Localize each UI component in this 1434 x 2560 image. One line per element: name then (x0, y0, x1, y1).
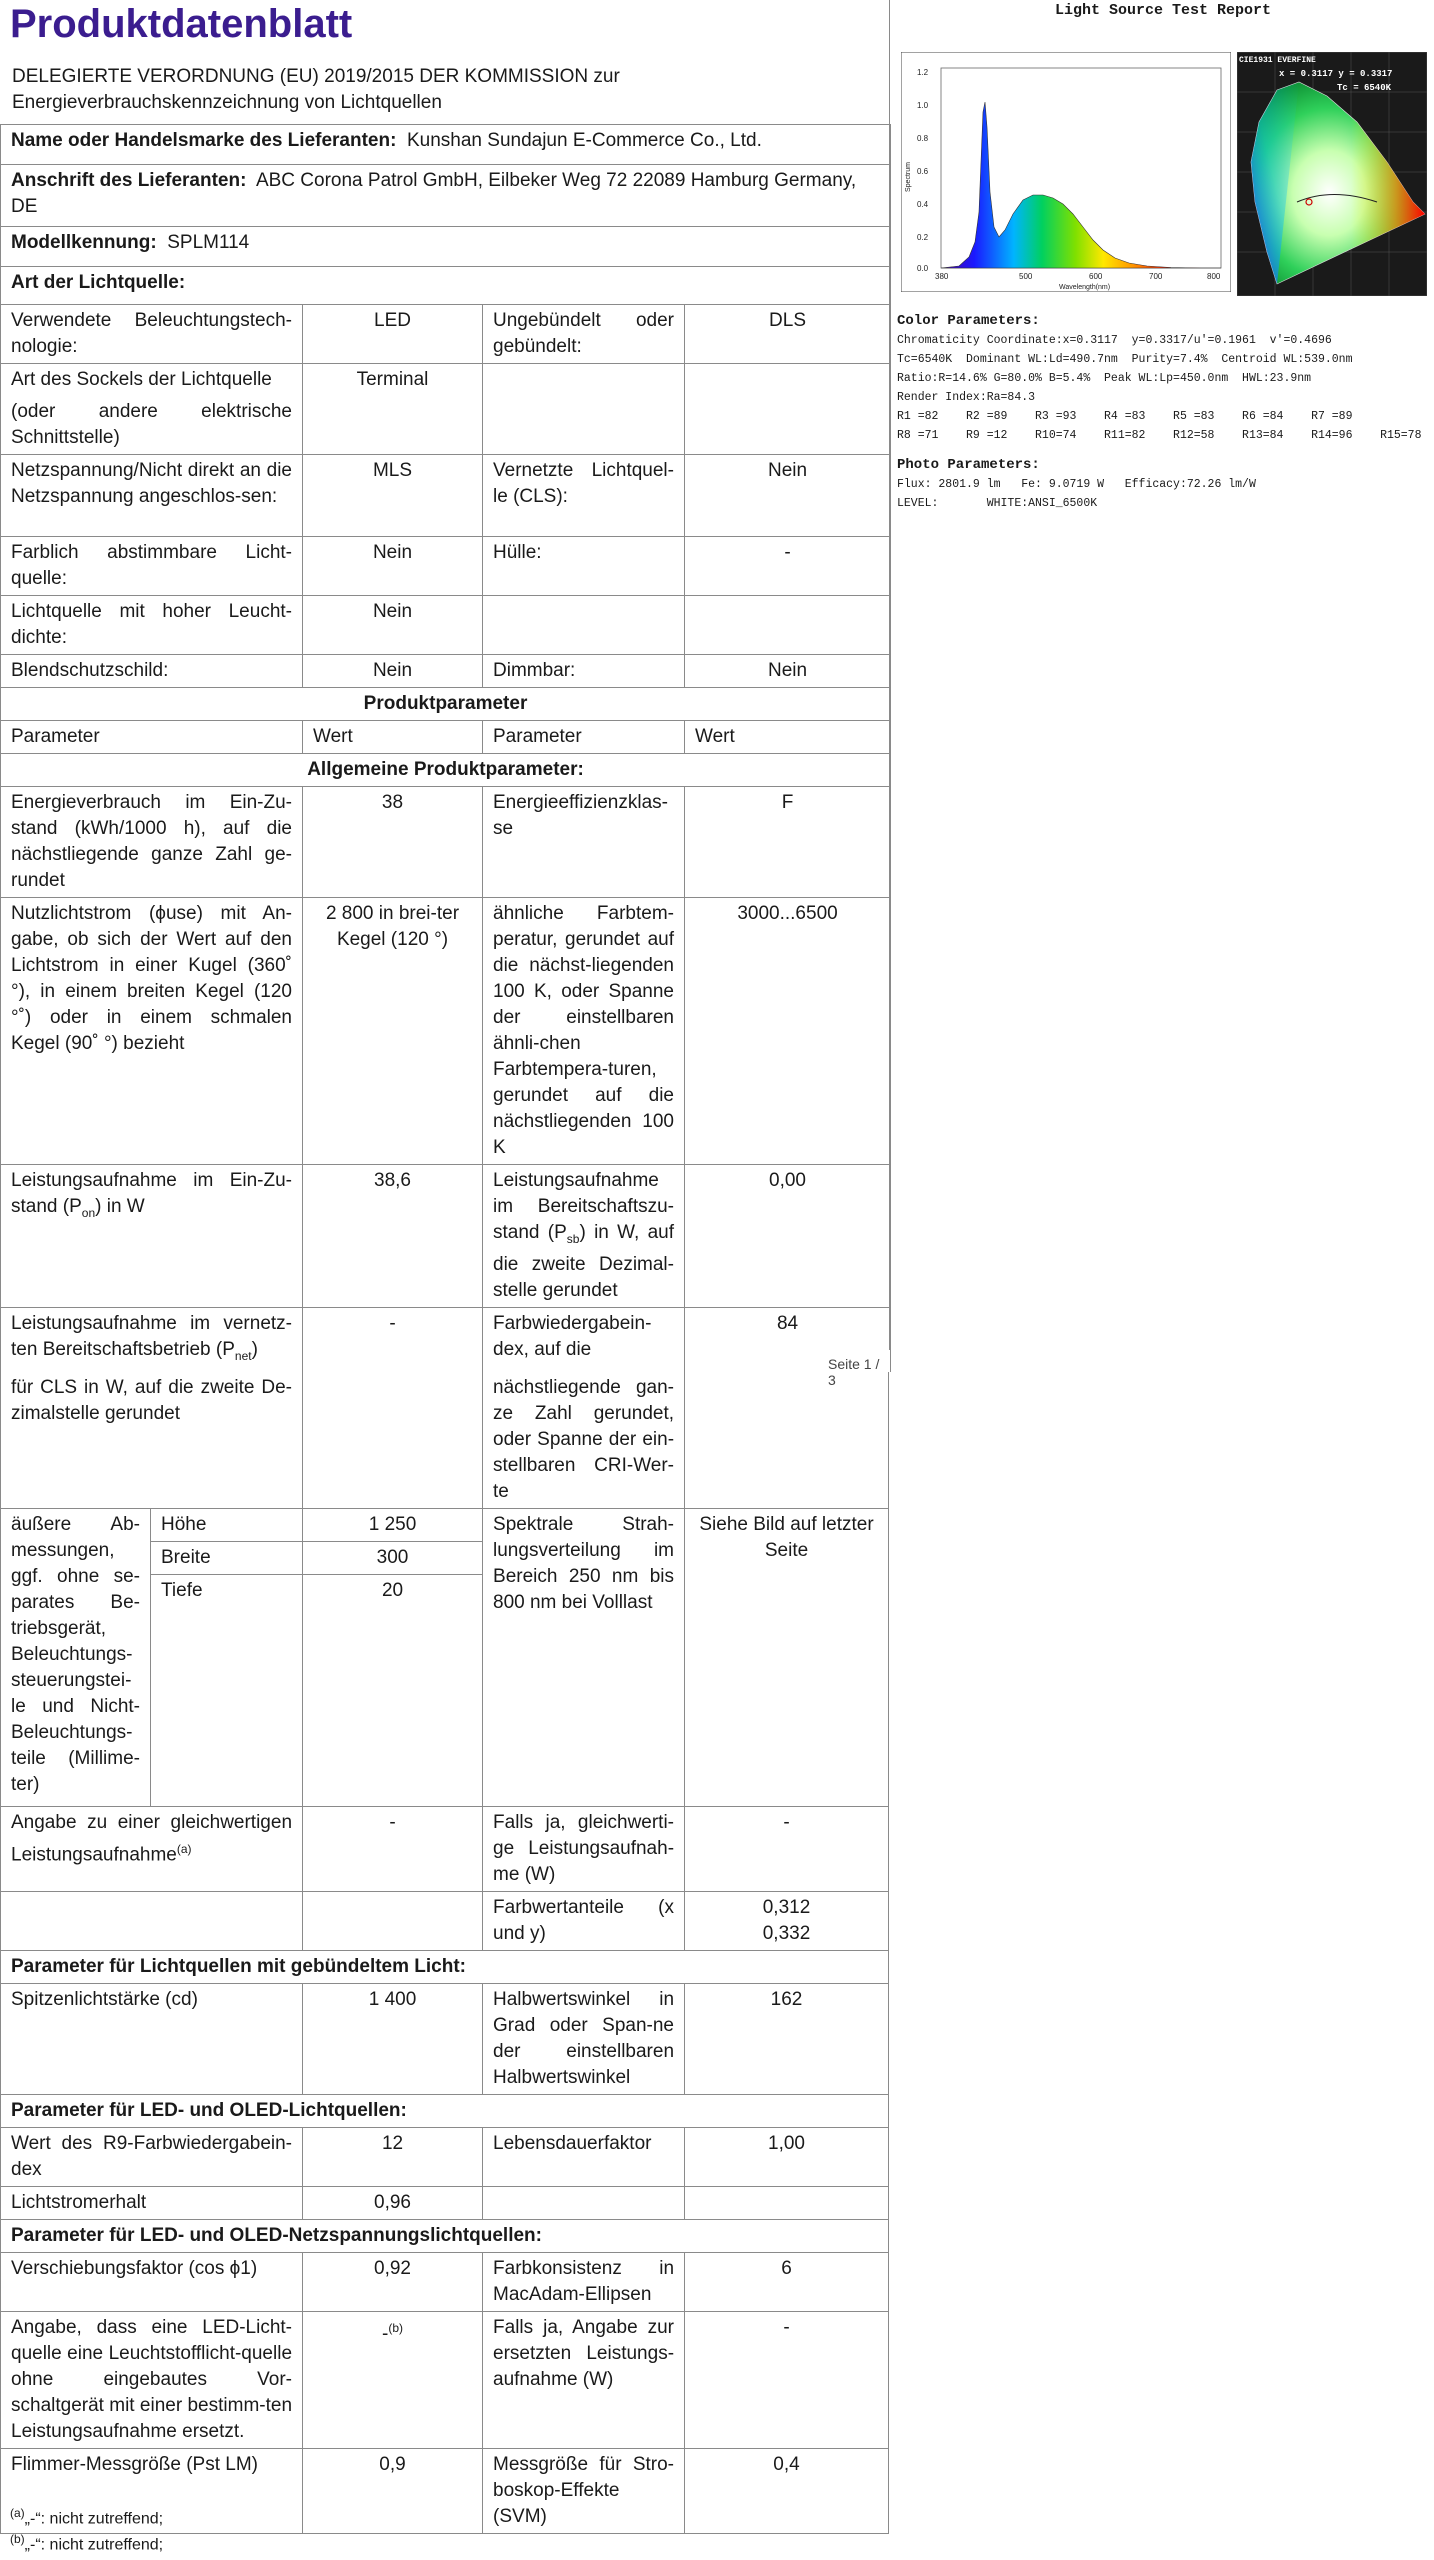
spectrum-ytick: 1.0 (917, 101, 929, 110)
color-line: Ratio:R=14.6% G=80.0% B=5.4% Peak WL:Lp=450.0nm HWL:23.9nm (897, 372, 1312, 385)
survival-label: Lebensdauerfaktor (483, 2128, 685, 2187)
supplier-address-value: ABC Corona Patrol GmbH, Eilbeker Weg 72 22089 Hamburg Germany, DE (11, 170, 857, 217)
bundled-value: DLS (685, 305, 891, 364)
table-row (1, 688, 891, 721)
test-report (895, 0, 1434, 540)
width-value: 300 (303, 1542, 483, 1575)
model-value: SPLM114 (167, 232, 250, 253)
table-row (1, 165, 891, 227)
color-tunable-label: Farblich abstimmbare Licht-quelle: (1, 537, 303, 596)
height-label: Höhe (151, 1509, 303, 1542)
peak-label: Spitzenlichtstärke (cd) (1, 1984, 303, 2095)
spectrum-chart (901, 52, 1231, 292)
cri-value: 84 (685, 1307, 891, 1371)
psb-value: 0,00 (685, 1165, 891, 1308)
r9-label: Wert des R9-Farbwiedergabein-dex (1, 2128, 303, 2187)
report-title: Light Source Test Report (1055, 2, 1272, 19)
cie-xy: x = 0.3117 y = 0.3317 (1279, 69, 1393, 79)
directional-title: Parameter für Lichtquellen mit gebündeltem Licht: (1, 1951, 889, 1984)
replace-value: -$^{(b)}$ (303, 2312, 483, 2449)
lightsource-type-label: Art der Lichtquelle: (1, 267, 891, 305)
table-row (1, 655, 891, 688)
maint-value: 0,96 (303, 2187, 483, 2220)
table-row (1, 305, 891, 364)
spectrum-ytick: 0.2 (917, 233, 929, 242)
table-row (1, 596, 891, 655)
col-header-param-2: Parameter (483, 721, 685, 754)
color-line: Render Index:Ra=84.3 (897, 391, 1036, 404)
high-luminance-label: Lichtquelle mit hoher Leucht-dichte: (1, 596, 303, 655)
table-row (1, 267, 891, 305)
peak-value: 1 400 (303, 1984, 483, 2095)
survival-value: 1,00 (685, 2128, 889, 2187)
cri-label: Farbwiedergabein-dex, auf die (483, 1307, 685, 1371)
mains-value: MLS (303, 455, 483, 537)
pnet-label: Leistungsaufnahme im vernetz-ten Bereitschaftsbetrieb $(P_{net})$ (1, 1307, 303, 1371)
spectrum-ylabel: Spectrum (905, 162, 912, 192)
color-params-block (897, 312, 1422, 445)
color-line: Chromaticity Coordinate:x=0.3117 y=0.3317/u'=0.1961 v'=0.4696 (897, 334, 1332, 347)
depth-value: 20 (303, 1575, 483, 1807)
spectrum-ytick: 1.2 (917, 68, 929, 77)
color-tunable-value: Nein (303, 537, 483, 596)
table-row (1, 1892, 889, 1951)
flicker-label: Flimmer-Messgröße (Pst LM) (1, 2449, 303, 2534)
replace2-label: Falls ja, Angabe zur ersetzten Leistungs-aufnahme (W) (483, 2312, 685, 2449)
color-params-title: Color Parameters: (897, 313, 1040, 329)
depth-label: Tiefe (151, 1575, 303, 1807)
table-row (1, 1984, 889, 2095)
table-row (1, 227, 891, 267)
photo-params-block (897, 456, 1256, 513)
cct-label: ähnliche Farbtem-peratur, gerundet auf die nächst-liegenden 100 K, oder Spanne der einstellbaren ähnli-chen Farbtempera-turen, gerundet auf die nächstliegenden 100 K (483, 898, 685, 1165)
socket-label-2: (oder andere elektrische Schnittstelle) (11, 401, 292, 448)
chroma-y: 0,332 (762, 1923, 811, 1944)
col-header-value: Wert (303, 721, 483, 754)
tech-value: LED (303, 305, 483, 364)
product-params-title: Produktparameter (1, 688, 891, 721)
equiv2-label: Falls ja, gleichwerti-ge Leistungsaufnah-me (W) (483, 1807, 685, 1892)
cie-chart (1237, 52, 1427, 296)
spectrum-xtick: 380 (935, 272, 949, 281)
energy-value: 38 (303, 787, 483, 898)
footnote-b: $^{(b)}$„-“: nicht zutreffend; (10, 2532, 164, 2554)
table-row (1, 787, 891, 898)
supplier-address-label: Anschrift des Lieferanten: (11, 170, 247, 191)
svm-label: Messgröße für Stro-boskop-Effekte (SVM) (483, 2449, 685, 2534)
footnote-a: $^{(a)}$„-“: nicht zutreffend; (10, 2506, 164, 2528)
photo-line: Flux: 2801.9 lm Fe: 9.0719 W Efficacy:72.26 lm/W (897, 478, 1256, 491)
cct-value: 3000...6500 (685, 898, 891, 1165)
flicker-value: 0,9 (303, 2449, 483, 2534)
chroma-label: Farbwertanteile (x und y) (483, 1892, 685, 1951)
dimmable-value: Nein (685, 655, 891, 688)
pon-value: 38,6 (303, 1165, 483, 1308)
dims-label: äußere Ab-messungen, ggf. ohne se-parates Be-triebsgerät, Beleuchtungs-steuerungstei-le und Nicht-Beleuchtungs-teile (Millime-ter) (1, 1509, 151, 1807)
spectrum-ytick: 0.8 (917, 134, 929, 143)
replace-label: Angabe, dass eine LED-Licht-quelle eine Leuchtstofflicht-quelle ohne eingebautes Vor-schaltgerät mit einer bestimm-ten Leistungsaufnahme ersetzt. (1, 2312, 303, 2449)
spd-label: Spektrale Strah-lungsverteilung im Bereich 250 nm bis 800 nm bei Volllast (483, 1509, 685, 1807)
width-label: Breite (151, 1542, 303, 1575)
cie-tc: Tc = 6540K (1337, 83, 1392, 93)
equiv2-value: - (685, 1807, 889, 1892)
table-row (1, 1372, 889, 1509)
height-value: 1 250 (303, 1509, 483, 1542)
led-title: Parameter für LED- und OLED-Lichtquellen: (1, 2095, 889, 2128)
dimmable-label: Dimmbar: (483, 655, 685, 688)
bundled-label: Ungebündelt oder gebündelt: (483, 305, 685, 364)
tech-label: Verwendete Beleuchtungstech-nologie: (1, 305, 303, 364)
spectrum-xtick: 500 (1019, 272, 1033, 281)
table-row (1, 898, 891, 1165)
high-luminance-value: Nein (303, 596, 483, 655)
spectrum-xlabel: Wavelength(nm) (1059, 284, 1111, 291)
table-row (1, 364, 891, 455)
table-row (1, 754, 891, 787)
spectrum-ytick: 0.6 (917, 167, 929, 176)
table-row (1, 2220, 889, 2253)
photo-params-title: Photo Parameters: (897, 457, 1040, 473)
table-row (1, 1307, 891, 1371)
color-line: R1 =82 R2 =89 R3 =93 R4 =83 R5 =83 R6 =84 R7 =89 (897, 410, 1353, 423)
flux-label: Nutzlichtstrom (ϕuse) mit An-gabe, ob sich der Wert auf den Lichtstrom in einer Kugel (360˚ °), in einem breiten Kegel (120 °˚) oder in einem schmalen Kegel (90˚ °) bezieht (1, 898, 303, 1165)
pf-label: Verschiebungsfaktor (cos ϕ1) (1, 2253, 303, 2312)
table-row (1, 537, 891, 596)
general-params-title: Allgemeine Produktparameter: (1, 754, 891, 787)
equiv-value: - (303, 1807, 483, 1892)
table-row (1, 2128, 889, 2187)
flux-value: 2 800 in brei-ter Kegel (120 °) (303, 898, 483, 1165)
r9-value: 12 (303, 2128, 483, 2187)
envelope-value: - (685, 537, 891, 596)
datasheet-table-part1 (0, 124, 891, 1372)
eec-value: F (685, 787, 891, 898)
psb-label: Leistungsaufnahme im Bereitschaftszu-stand $(P_{sb})$ in W, auf die zweite Dezimal-stelle gerundet (483, 1165, 685, 1308)
envelope-label: Hülle: (483, 537, 685, 596)
pon-label: Leistungsaufnahme im Ein-Zu-stand $(P_{on})$ in W (1, 1165, 303, 1308)
photo-line: LEVEL: WHITE:ANSI_6500K (897, 497, 1098, 510)
ledmains-title: Parameter für LED- und OLED-Netzspannungslichtquellen: (1, 2220, 889, 2253)
spectrum-ytick: 0.4 (917, 200, 929, 209)
table-row (1, 2253, 889, 2312)
col-header-param: Parameter (1, 721, 303, 754)
table-row (1, 2187, 889, 2220)
consistency-label: Farbkonsistenz in MacAdam-Ellipsen (483, 2253, 685, 2312)
consistency-value: 6 (685, 2253, 889, 2312)
spd-value: Siehe Bild auf letzter Seite (685, 1509, 889, 1807)
pf-value: 0,92 (303, 2253, 483, 2312)
pnet-value: - (303, 1307, 483, 1371)
equiv-label: Angabe zu einer gleichwertigen Leistungsaufnahme$^{(a)}$ (1, 1807, 303, 1892)
glare-value: Nein (303, 655, 483, 688)
mains-label: Netzspannung/Nicht direkt an die Netzspannung angeschlos-sen: (1, 455, 303, 537)
maint-label: Lichtstromerhalt (1, 2187, 303, 2220)
cri-label-cont: nächstliegende gan-ze Zahl gerundet, oder Spanne der ein-stellbaren CRI-Wer-te (483, 1372, 685, 1509)
col-header-value-2: Wert (685, 721, 891, 754)
table-row (1, 1165, 891, 1308)
glare-label: Blendschutzschild: (1, 655, 303, 688)
table-row (1, 125, 891, 165)
cls-value: Nein (685, 455, 891, 537)
spectrum-xtick: 600 (1089, 272, 1103, 281)
pnet-label-cont: für CLS in W, auf die zweite De-zimalstelle gerundet (1, 1372, 303, 1509)
table-row (1, 2312, 889, 2449)
color-line: Tc=6540K Dominant WL:Ld=490.7nm Purity=7.4% Centroid WL:539.0nm (897, 353, 1353, 366)
socket-value: Terminal (303, 364, 483, 455)
spectrum-xtick: 800 (1207, 272, 1221, 281)
regulation-text: DELEGIERTE VERORDNUNG (EU) 2019/2015 DER KOMMISSION zur Energieverbrauchskennzeichnung von Lichtquellen (12, 66, 620, 113)
page-number: Seite 1 / 3 (828, 1356, 880, 1388)
spectrum-ytick: 0.0 (917, 264, 929, 273)
spectrum-xtick: 700 (1149, 272, 1163, 281)
cie-title: CIE1931 EVERFINE (1239, 56, 1316, 65)
table-row (1, 455, 891, 537)
beam-label: Halbwertswinkel in Grad oder Span-ne der einstellbaren Halbwertswinkel (483, 1984, 685, 2095)
replace2-value: - (685, 2312, 889, 2449)
cls-label: Vernetzte Lichtquel-le (CLS): (483, 455, 685, 537)
table-row (1, 1509, 889, 1542)
supplier-name-value: Kunshan Sundajun E-Commerce Co., Ltd. (406, 130, 762, 151)
energy-label: Energieverbrauch im Ein-Zu-stand (kWh/1000 h), auf die nächstliegende ganze Zahl ge-rundet (1, 787, 303, 898)
beam-value: 162 (685, 1984, 889, 2095)
table-row (1, 2095, 889, 2128)
table-row (1, 1807, 889, 1892)
socket-label: Art des Sockels der Lichtquelle (11, 369, 272, 390)
supplier-name-label: Name oder Handelsmarke des Lieferanten: (11, 130, 397, 151)
page-divider (889, 0, 890, 1350)
page-title: Produktdatenblatt (10, 2, 353, 46)
table-row (1, 1951, 889, 1984)
color-line: R8 =71 R9 =12 R10=74 R11=82 R12=58 R13=84 R14=96 R15=78 (897, 429, 1422, 442)
svm-value: 0,4 (685, 2449, 889, 2534)
eec-label: Energieeffizienzklas-se (483, 787, 685, 898)
chroma-x: 0,312 (762, 1897, 811, 1918)
datasheet-table-part2 (0, 1372, 889, 2534)
table-row (1, 721, 891, 754)
model-label: Modellkennung: (11, 232, 157, 253)
